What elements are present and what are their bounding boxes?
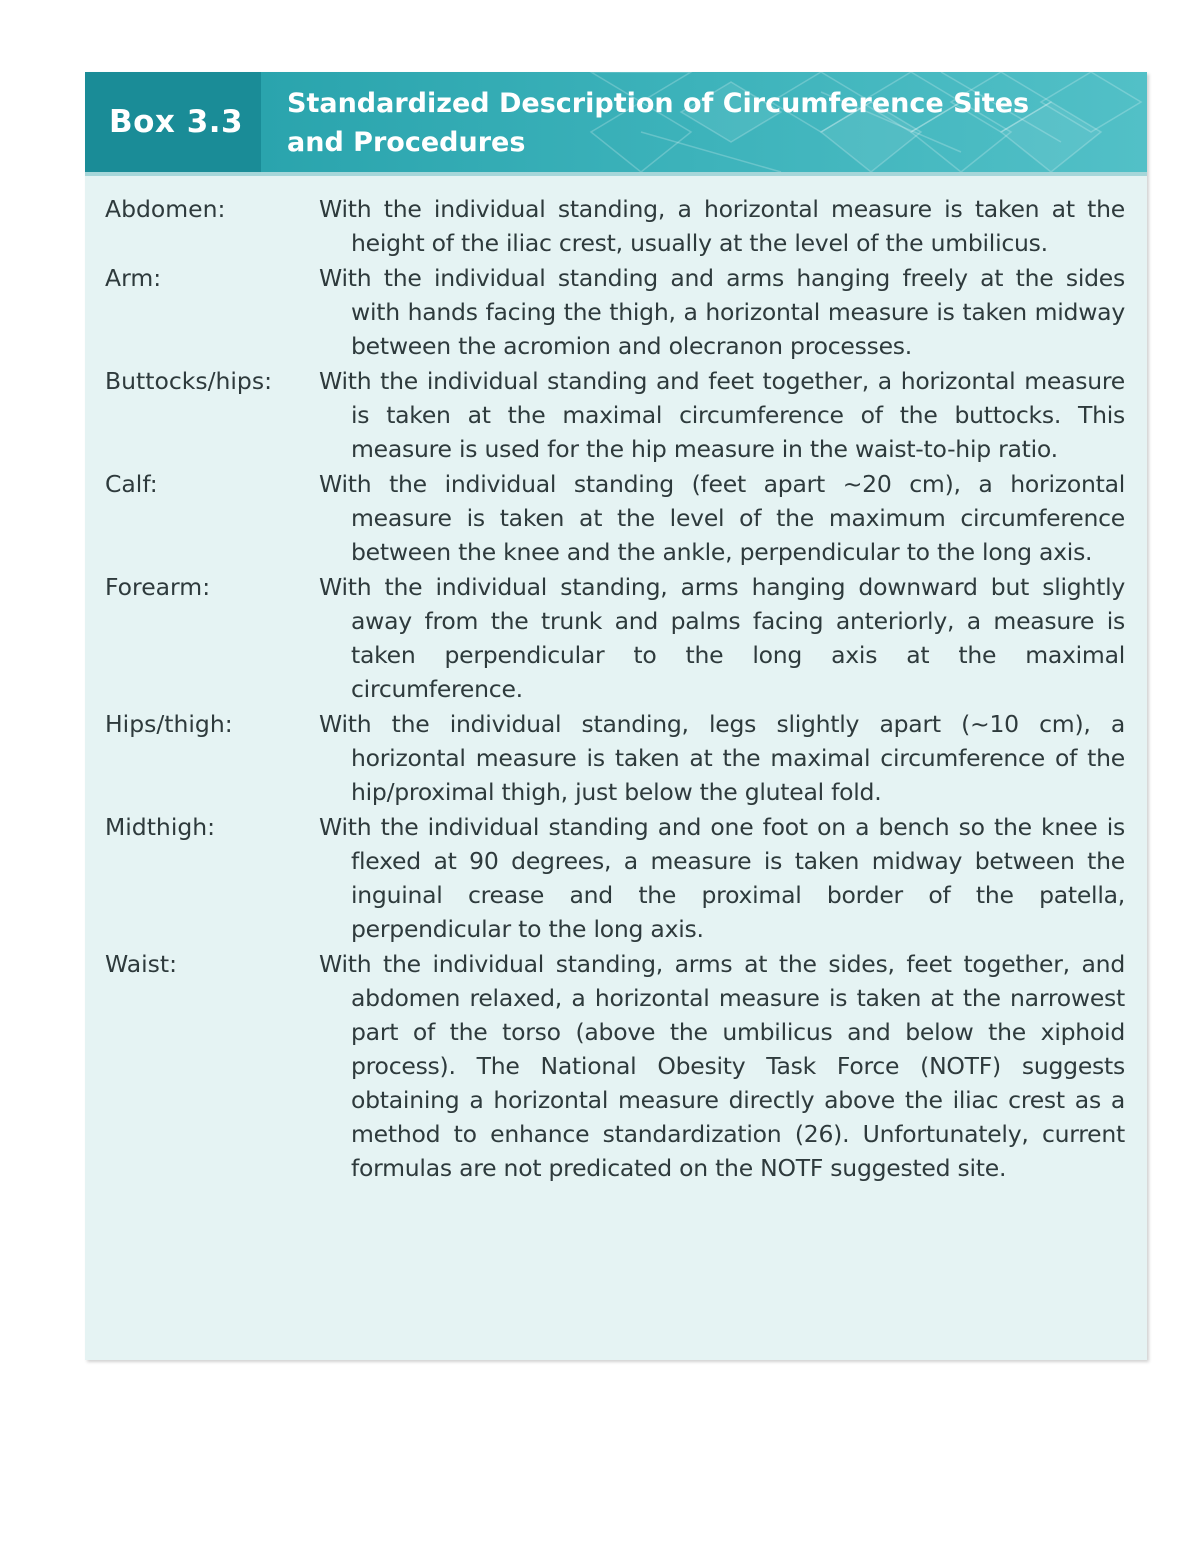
definition-entry-calf [105, 467, 1127, 569]
entry-description: With the individual standing and arms hanging freely at the sides with hands facing the thigh, a horizontal measure is taken midway between the acromion and olecranon processes. [319, 264, 1125, 360]
entry-term: Buttocks/hips: [105, 367, 273, 395]
entry-term: Waist: [105, 950, 178, 978]
entry-description: With the individual standing, arms at the sides, feet together, and abdomen relaxed, a horizontal measure is taken at the narrowest part of the torso (above the umbilicus and below the xiphoid process). The National Obesity Task Force (NOTF) suggests obtaining a horizontal measure directly above the iliac crest as a method to enhance standardization (26). Unfortunately, current formulas are not predicated on the NOTF suggested site. [319, 950, 1125, 1182]
entry-term: Forearm: [105, 573, 211, 601]
entry-term: Calf: [105, 470, 158, 498]
entry-term: Midthigh: [105, 813, 216, 841]
definition-entry-abdomen [105, 192, 1127, 260]
definition-entry-midthigh [105, 810, 1127, 946]
entry-description: With the individual standing, arms hanging downward but slightly away from the trunk and palms facing anteriorly, a measure is taken perpendicular to the long axis at the maximal circumference. [319, 573, 1125, 703]
entry-description: With the individual standing, a horizontal measure is taken at the height of the iliac crest, usually at the level of the umbilicus. [319, 195, 1125, 257]
entry-term: Arm: [105, 264, 162, 292]
definition-entry-forearm [105, 570, 1127, 706]
box-title-banner [261, 72, 1147, 172]
box-header [85, 72, 1147, 172]
entry-term: Hips/thigh: [105, 710, 233, 738]
definition-list [105, 192, 1127, 1186]
definition-entry-waist [105, 947, 1127, 1185]
definition-entry-arm [105, 261, 1127, 363]
entry-description: With the individual standing and feet together, a horizontal measure is taken at the maximal circumference of the buttocks. This measure is used for the hip measure in the waist-to-hip ratio. [319, 367, 1125, 463]
entry-description: With the individual standing, legs slightly apart (~10 cm), a horizontal measure is taken at the maximal circumference of the hip/proximal thigh, just below the gluteal fold. [319, 710, 1125, 806]
definition-entry-hips-thigh [105, 707, 1127, 809]
box-label: Box 3.3 [85, 72, 261, 172]
entry-description: With the individual standing (feet apart ~20 cm), a horizontal measure is taken at the level of the maximum circumference between the knee and the ankle, perpendicular to the long axis. [319, 470, 1125, 566]
entry-term: Abdomen: [105, 195, 226, 223]
definition-entry-buttocks-hips [105, 364, 1127, 466]
entry-description: With the individual standing and one foot on a bench so the knee is flexed at 90 degrees, a measure is taken midway between the inguinal crease and the proximal border of the patella, perpendicular to the long axis. [319, 813, 1125, 943]
header-divider [85, 172, 1147, 176]
box-title: Standardized Description of Circumference Sites and Procedures [287, 88, 1030, 158]
box-3-3 [85, 72, 1147, 1360]
